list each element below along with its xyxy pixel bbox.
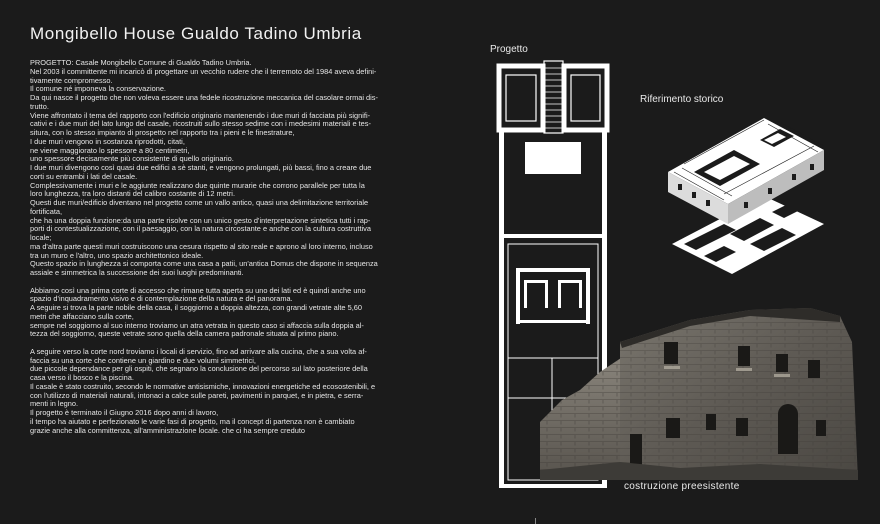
text-line: porti di contestualizzazione, con il paesaggio, con la natura circostante e anche con la cultura costruttiva — [30, 225, 371, 234]
text-line: I due muri vengono in sostanza riprodotti, citati, — [30, 137, 185, 146]
page-title: Mongibello House Gualdo Tadino Umbria — [30, 24, 362, 43]
text-line: due piccole dependance per gli ospiti, che segnano la conclusione del percorso sul lato posteriore della — [30, 365, 368, 374]
text-line: fortificata, — [30, 207, 63, 216]
text-line: tra un muro e l'altro, uno spazio architettonico ideale. — [30, 251, 204, 260]
text-line: uno spessore decisamente più consistente di quello originario. — [30, 155, 234, 164]
text-line: cativi e i due muri del lato lungo del casale, ricostruiti sullo stesso sedime con i medesimi materiali e tes- — [30, 120, 371, 129]
text-line: spazio d'inquadramento visivo e di contemplazione della natura e del panorama. — [30, 295, 293, 304]
text-line: grazie anche alla committenza, all'amministrazione locale. che ci ha sempre creduto — [30, 426, 305, 435]
text-line: che ha una doppia funzione:da una parte risolve con un unico gesto d'interpretazione sintetica tutti i rap- — [30, 216, 371, 225]
text-line: A seguire verso la corte nord troviamo i locali di servizio, fino ad arrivare alla cucina, che a sua volta af- — [30, 347, 367, 356]
text-line: locale; — [30, 234, 52, 242]
text-line: Da qui nasce il progetto che non voleva essere una fedele ricostruzione meccanica del casolare ormai dis- — [30, 94, 378, 102]
text-line: Questi due muri/edificio diventano nel progetto come un vallo antico, quasi una delimitazione territoriale — [30, 199, 369, 207]
text-line: trutto. — [30, 102, 49, 111]
text-line: ma d'altra parte questi muri costruiscono una cesura rispetto al sito reale e aprono al loro interno, incluso — [30, 242, 373, 251]
paragraph-gap — [30, 278, 488, 287]
text-line: corti su entrambi i lati del casale. — [30, 172, 138, 181]
paragraph-gap — [30, 339, 488, 348]
text-line: Questo spazio in lunghezza si comporta come una casa a patii, un'antica Domus che dispone in sequenza — [30, 260, 378, 269]
text-line: assiale e simmetrica la successione dei suoi luoghi predominanti. — [30, 269, 244, 277]
riferimento-storico-label: Riferimento storico — [640, 94, 724, 105]
text-line: sempre nel soggiorno al suo interno troviamo un atra vetrata in questo caso si affaccia sulla doppia al- — [30, 321, 364, 330]
project-description — [30, 59, 488, 435]
text-line: PROGETTO: Casale Mongibello Comune di Gualdo Tadino Umbria. — [30, 59, 252, 67]
text-line: tivamente compromesso. — [30, 76, 113, 85]
text-line: A seguire si trova la parte nobile della casa, il soggiorno a doppia altezza, con grandi vetrate alte 5,60 — [30, 304, 362, 312]
historical-axonometric-drawing — [664, 84, 828, 284]
text-line: situra, con lo stesso impianto di prospetto nel rapporto tra i pieni e le finestrature, — [30, 129, 295, 137]
text-line: menti in legno. — [30, 400, 79, 409]
text-line: faccia su una corte che contiene un giardino e due volumi simmetrici, — [30, 356, 256, 365]
plan-pool — [525, 142, 581, 174]
progetto-label: Progetto — [490, 44, 528, 55]
text-line: ne viene maggiorato lo spessore a 80 centimetri, — [30, 146, 190, 155]
text-line: Il comune né imponeva la conservazione. — [30, 85, 166, 94]
text-line: il tempo ha aiutato e perfezionato le varie fasi di progetto, ma il concept di partenza non è cambiato — [30, 417, 355, 426]
text-line: Il progetto è terminato il Giugno 2016 dopo anni di lavoro, — [30, 409, 219, 417]
text-line: I due muri divengono così quasi due edifici a sè stanti, e vengono prolungati, più bassi, fino a creare due — [30, 164, 372, 172]
text-line: Nel 2003 il committente mi incaricò di progettare un vecchio rudere che il terremoto del 1984 aveva defini- — [30, 67, 377, 76]
text-line: Complessivamente i muri e le aggiunte realizzano due quinte murarie che corrono parallele per tutta la — [30, 181, 365, 190]
costruzione-preesistente-label: costruzione preesistente — [624, 481, 740, 492]
text-line: con l'utilizzo di materiali naturali, intonaci a calce sulle pareti, pavimenti in parquet, e in pietra, e serra- — [30, 391, 364, 400]
text-line: casa verso il bosco e la piscina. — [30, 374, 134, 382]
page-tick-mark — [535, 518, 536, 524]
preexisting-building-photo — [540, 302, 862, 480]
text-line: loro lunghezza, tra loro distanti del calibro costante di 12 metri. — [30, 190, 235, 199]
text-line: Viene affrontato il tema del rapporto con l'edificio originario mantenendo i due muri di facciata più signifi- — [30, 111, 371, 120]
text-line: tezza del soggiorno, queste vetrate sono quella della camera padronale situata al primo piano. — [30, 330, 339, 339]
text-line: metri che affacciano sulla corte, — [30, 312, 134, 321]
text-line: Abbiamo così una prima corte di accesso che rimane tutta aperta su uno dei lati ed è quindi anche uno — [30, 286, 366, 295]
text-line: Il casale è stato costruito, secondo le normative antisismiche, innovazioni energetiche ed ecosostenibili, e — [30, 382, 376, 391]
